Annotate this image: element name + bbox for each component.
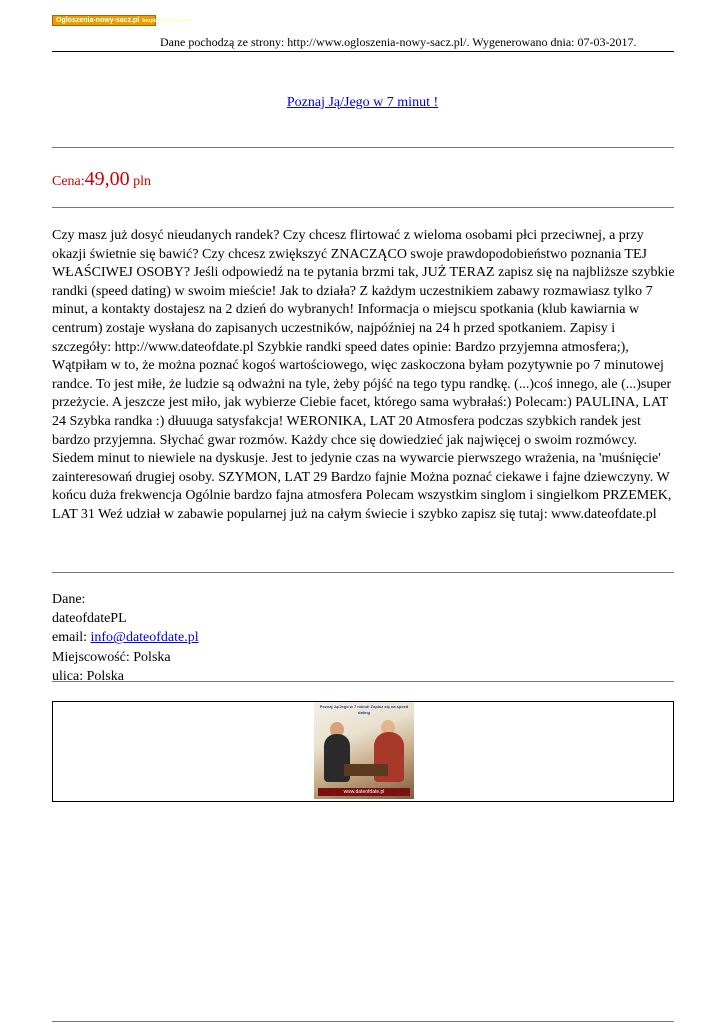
city-value: Polska [133,649,171,665]
street-value: Polska [86,668,124,684]
header-divider [52,51,674,52]
listing-title-link[interactable]: Poznaj Ją/Jego w 7 minut ! [286,95,439,110]
site-logo [52,15,193,26]
contact-street-row [52,667,199,686]
logo-tag: bezpłatne ogłoszenia [142,18,193,24]
price [52,168,151,191]
source-line: Dane pochodzą ze strony: http://www.ogloszenia-nowy-sacz.pl/. Wygenerowano dnia: 07-03-2017. [160,35,637,49]
logo-text: Ogloszenia-nowy-sacz.pl [56,17,140,24]
contact-city-row [52,648,199,667]
contact-heading: Dane: [52,592,86,607]
divider-contact [52,681,674,682]
city-label: Miejscowość: [52,649,134,665]
contact-name: dateofdatePL [52,611,127,627]
price-currency: pln [129,174,152,189]
divider-description [52,572,674,573]
image-top-text: Poznaj Ją/Jego w 7 minut! Zapisz się na speed dating [319,704,409,715]
price-value: 49,00 [84,168,130,190]
image-frame [52,701,674,802]
contact-block [52,590,199,686]
street-label: ulica: [52,668,87,684]
listing-description: Czy masz już dosyć nieudanych randek? Czy chcesz flirtować z wieloma osobami płci przeciwnej, a przy okazji świetnie się bawić? Czy chcesz zwiększyć ZNACZĄCO swoje prawdopodobieństwo poznania TEJ WŁAŚCIWEJ OSOBY? Jeśli odpowiedź na te pytania brzmi tak, JUŻ TERAZ zapisz się na najbliższe szybkie randki (speed dating) w swoim mieście! Jak to działa? Z każdym uczestnikiem zabawy rozmawiasz tylko 7 minut, a kontakty dostajesz na 2 dzień do wybranych! Informacja o miejscu spotkania (klub kawiarnia w centrum) zostaje wysłana do zapisanych uczestników, najpóźniej na 24 h przed spotkaniem. Zapisy i szczegóły: http://www.dateofdate.pl Szybkie randki speed dates opinie: Bardzo przyjemna atmosfera;), Wątpiłam w to, że można poznać kogoś wartościowego, więc zaskoczona byłam pozytywnie po 7 minutowej randce. To jest miłe, że ludzie są odważni na tyle, żeby pójść na tego typu randkę. (...)coś innego, ale (...)super przeżycie. A jeszcze jest miło, jak wybierze Ciebie facet, którego sama wybrałaś:) Polecam:) PAULINA, LAT 24 Szybka randka :) dłuuuga satysfakcja! WERONIKA, LAT 20 Atmosfera podczas szybkich randek jest bardzo przyjemna. Słychać gwar rozmów. Każdy chce się dowiedzieć jak najwięcej o swoim rozmówcy. Siedem minut to niewiele na dyskusje. Jest to jedynie czas na wywarcie pierwszego wrażenia, na 'muśnięcie' zainteresowań drugiej osoby. SZYMON, LAT 29 Bardzo fajnie Można poznać ciekawe i fajne dziewczyny. W końcu duża frekwencja Ogólnie bardzo fajna atmosfera Polecam wszystkim singlom i singielkom PRZEMEK, LAT 31 Weź udział w zabawie popularnej już na całym świecie i szybko zapisz się tutaj: www.dateofdate.pl [52,228,675,522]
image-bottom-text: www.dateofdate.pl [318,788,410,796]
divider-price [52,207,674,208]
email-label: email: [52,630,91,646]
contact-email-row [52,628,199,647]
divider-top [52,147,674,148]
price-label: Cena: [52,174,85,189]
footer-divider [52,1021,674,1022]
email-link[interactable]: info@dateofdate.pl [90,630,199,646]
listing-image[interactable] [314,702,414,799]
table-shape [344,764,388,776]
